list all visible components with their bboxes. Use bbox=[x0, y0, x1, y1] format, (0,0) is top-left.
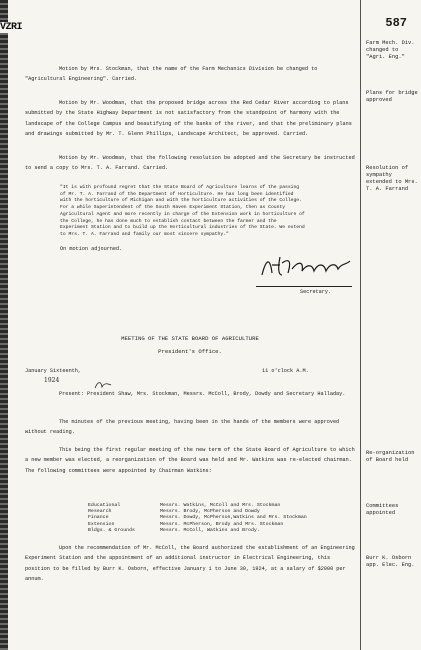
binding-edge bbox=[0, 0, 8, 650]
paragraph-reorganization: This being the first regular meeting of the new term of the State Board of Agriculture to which a new member was elected, a reorganization of the Board was held and Mr. Watkins was re-elected chairman. The following committees were appointed by Chairman Watkins: bbox=[25, 447, 355, 474]
secretary-label: Secretary. bbox=[300, 289, 332, 295]
adjourn-text: On motion adjourned. bbox=[60, 246, 123, 252]
meeting-time: 11 o'clock A.M. bbox=[262, 368, 309, 374]
paragraph-osborn-appointment: Upon the recommendation of Mr. McColl, the Board authorized the establishment of an Engineering Experiment Station and the appointment of an additional instructor in Electrical Engineering, this position to be filled by Burr K. Osborn, effective January 1 to June 30, 1924, at a salary of $2000 per annum. bbox=[25, 545, 355, 583]
paragraph-resolution-motion: Motion by Mr. Woodman, that the following resolution be adopted and the Secretary be instructed to send a copy to Mrs. T. A. Farrand. Carried. bbox=[25, 155, 355, 172]
margin-note-osborn: Burr K. Osborn app. Elec. Eng. bbox=[366, 555, 415, 568]
committee-row: Research Messrs. Brody, McPherson and Dowdy bbox=[88, 509, 260, 515]
paragraph-minutes: The minutes of the previous meeting, having been in the hands of the members were approved without reading. bbox=[25, 419, 340, 436]
committee-row: Extension Messrs. McPherson, Brody and Mrs. Stockman bbox=[88, 521, 284, 527]
committee-list bbox=[88, 503, 307, 534]
meeting-location: President's Office. bbox=[158, 348, 222, 355]
committee-row: Bldgs. & Grounds Messrs. McColl, Watkins and Brody. bbox=[88, 527, 260, 533]
binding-stamp: VZRI bbox=[0, 22, 23, 33]
margin-note-farm-mech: Farm Mech. Div. changed to "Agri. Eng." bbox=[366, 40, 415, 60]
margin-note-resolution: Resolution of sympathy extended to Mrs. T. A. Farrand bbox=[366, 165, 418, 192]
paragraph-present: Present: President Shaw, Mrs. Stockman, Messrs. McColl, Brody, Dowdy and Secretary Halladay. bbox=[59, 391, 346, 397]
committee-row: Finance Messrs. Dowdy, McPherson,Watkins and Mrs. Stockman bbox=[88, 515, 307, 521]
margin-rule bbox=[360, 0, 361, 650]
paragraph-farm-mechanics: Motion by Mrs. Stockman, that the name of the Farm Mechanics Division be changed to "Agricultural Engineering". Carried. bbox=[25, 66, 318, 83]
meeting-date: January Sixteenth, bbox=[25, 368, 82, 374]
margin-note-bridge: Plans for bridge approved bbox=[366, 90, 418, 103]
margin-note-committees: Committees appointed bbox=[366, 503, 399, 516]
meeting-year-handwritten: 1924 bbox=[44, 377, 60, 384]
signature-line bbox=[256, 286, 352, 287]
secretary-signature bbox=[258, 253, 354, 281]
paragraph-bridge: Motion by Mr. Woodman, that the proposed bridge across the Red Cedar River according to plans submitted by the State Highway Department is not satisfactory from the standpoint of harmony with the landscape of the College Campus and beautifying of the banks of the river, and that the preliminary plans and drawings submitted by Mr. T. Glenn Phillips, Landscape Architect, be approved. Carried. bbox=[25, 100, 352, 138]
committee-row: Educational Messrs. Watkins, McColl and Mrs. Stockman bbox=[88, 503, 281, 508]
meeting-title: MEETING OF THE STATE BOARD OF AGRICULTURE bbox=[121, 335, 259, 342]
margin-note-reorganization: Re-organization of Board held bbox=[366, 450, 415, 463]
resolution-quote: "It is with profound regret that the State Board of Agriculture learns of the passing of Mr. T. A. Farrand of the Department of Horticulture. He has long been identified with the horticulture of Michigan and with the horticulture activities of the College. For a while Superintendent of the South Haven Experiment Station, then as County Agricultural Agent and more recently in charge of the Extension work in horticulture of the College, he has done much to establish contact between the farmer and the Experiment Station and to build up the Horticultural industries of the State. We extend to Mrs. T. A. Farrand and family our most sincere sympathy." bbox=[60, 185, 305, 237]
page-number: 587 bbox=[385, 16, 407, 30]
